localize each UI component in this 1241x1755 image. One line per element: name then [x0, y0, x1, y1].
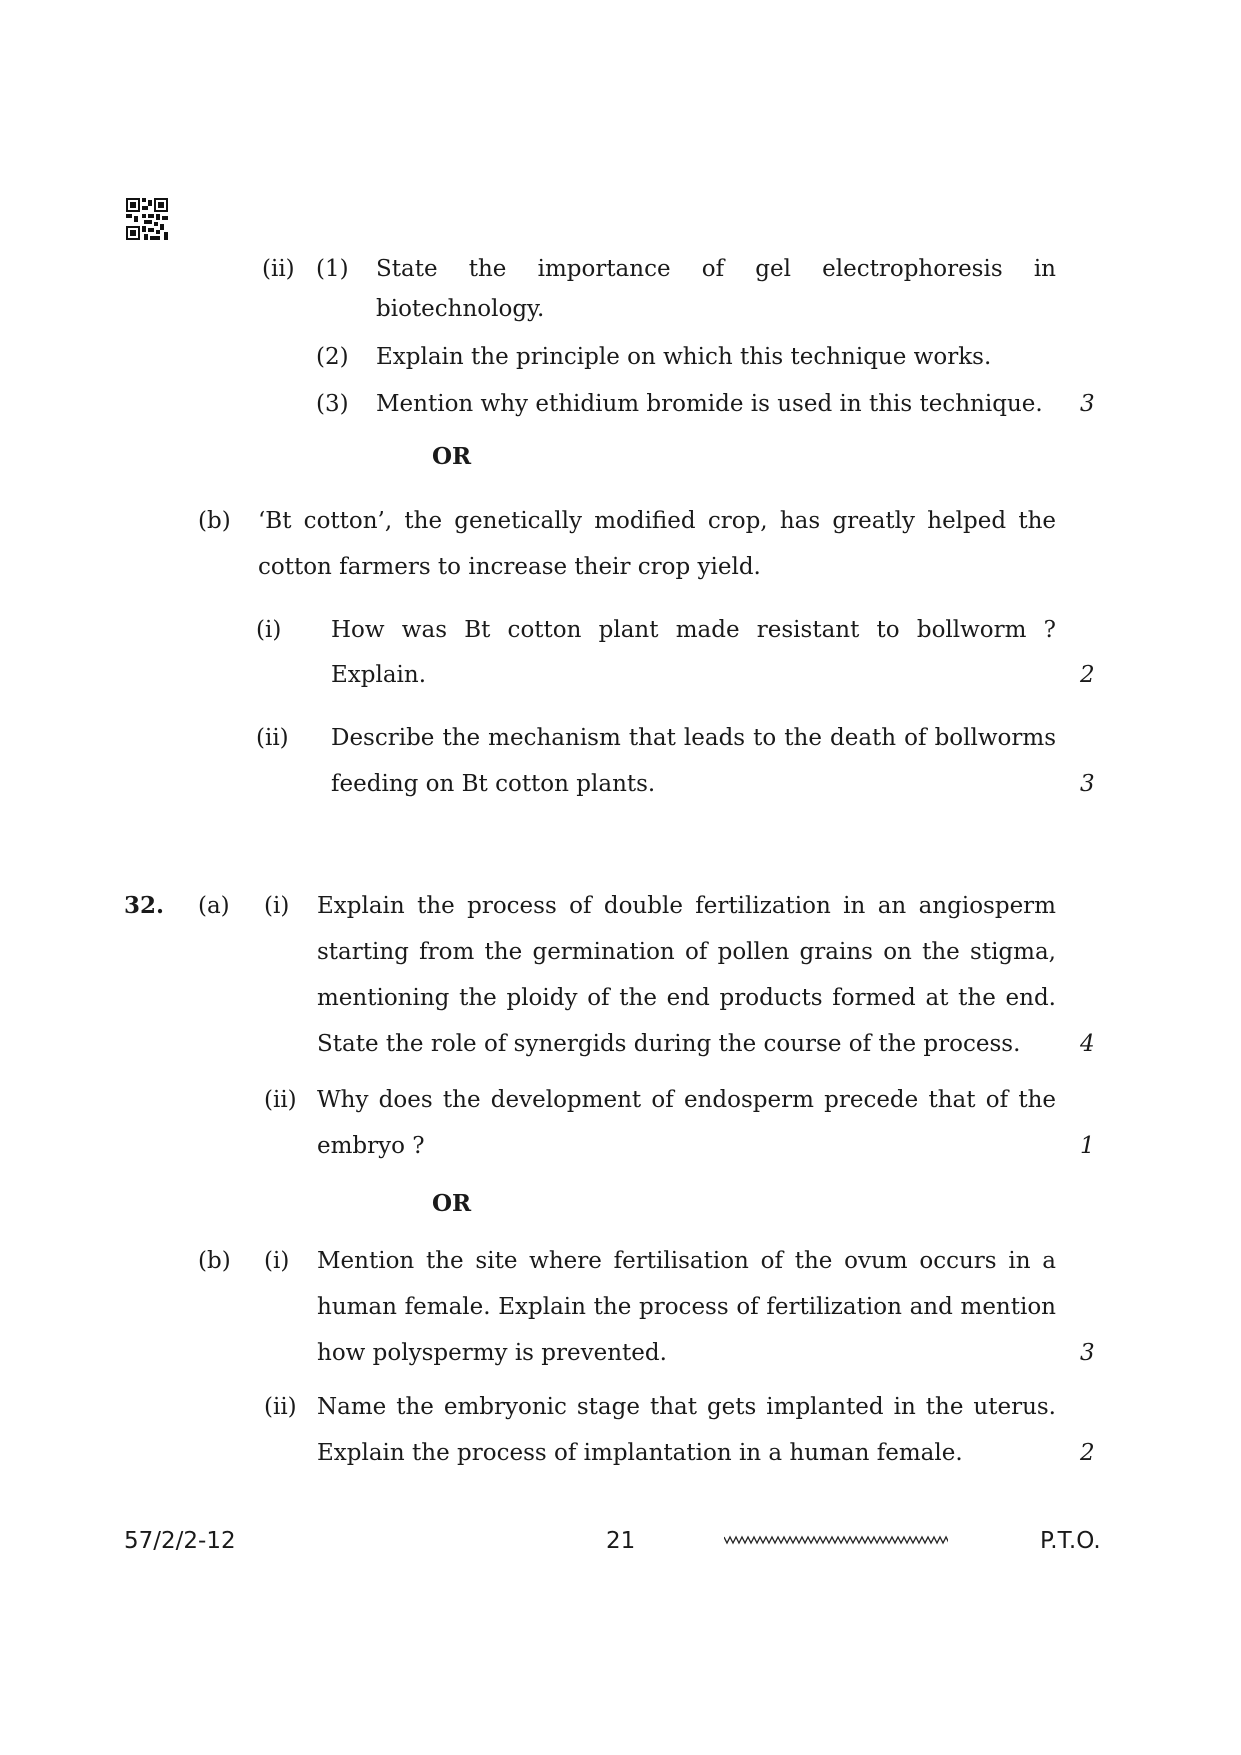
part-ii-line-1: Why does the development of endosperm precede that of the: [317, 1087, 1056, 1113]
part-ii-line-2: Explain the process of implantation in a human female.: [317, 1440, 963, 1466]
part-i-line-2: Explain.: [331, 662, 427, 688]
part-label-i: (i): [264, 1248, 290, 1274]
part-i-line-4: State the role of synergids during the course of the process.: [317, 1031, 1021, 1057]
part-ii-line-2: embryo ?: [317, 1133, 425, 1159]
marks: 3: [1080, 391, 1095, 417]
marks: 2: [1080, 662, 1095, 688]
item-3-text: Mention why ethidium bromide is used in this technique.: [376, 391, 1043, 417]
question-text-line-1: ‘Bt cotton’, the genetically modified crop, has greatly helped the: [258, 508, 1056, 534]
part-ii-line-2: feeding on Bt cotton plants.: [331, 771, 656, 797]
part-ii-line-1: Describe the mechanism that leads to the death of bollworms: [331, 725, 1056, 751]
marks: 4: [1080, 1031, 1095, 1057]
part-i-line-2: human female. Explain the process of fertilization and mention: [317, 1294, 1056, 1320]
part-i-line-1: How was Bt cotton plant made resistant to bollworm ?: [331, 617, 1056, 643]
part-i-line-1: Explain the process of double fertilization in an angiosperm: [317, 893, 1056, 919]
part-label-ii: (ii): [256, 725, 289, 751]
pto-label: P.T.O.: [1040, 1528, 1101, 1554]
marks: 2: [1080, 1440, 1095, 1466]
item-1-line-2: biotechnology.: [376, 296, 545, 322]
part-label-i: (i): [256, 617, 282, 643]
item-label-2: (2): [316, 344, 349, 370]
part-i-line-3: mentioning the ploidy of the end products formed at the end.: [317, 985, 1056, 1011]
wavy-line-decoration: [724, 1533, 948, 1547]
or-separator: OR: [432, 1190, 472, 1217]
marks: 3: [1080, 1340, 1095, 1366]
question-number: 32.: [124, 892, 165, 919]
item-1-line-1: State the importance of gel electrophoresis in: [376, 256, 1056, 282]
qr-code-icon: [126, 198, 168, 240]
part-label-ii: (ii): [264, 1087, 297, 1113]
paper-code: 57/2/2-12: [124, 1528, 236, 1554]
part-label-ii: (ii): [264, 1394, 297, 1420]
marks: 1: [1080, 1133, 1095, 1159]
option-label-b: (b): [198, 1248, 231, 1274]
part-label-i: (i): [264, 893, 290, 919]
part-ii-line-1: Name the embryonic stage that gets implanted in the uterus.: [317, 1394, 1056, 1420]
option-label-a: (a): [198, 893, 230, 919]
part-i-line-3: how polyspermy is prevented.: [317, 1340, 667, 1366]
item-2-text: Explain the principle on which this technique works.: [376, 344, 992, 370]
or-separator: OR: [432, 443, 472, 470]
page-number: 21: [606, 1528, 636, 1554]
question-text-line-2: cotton farmers to increase their crop yield.: [258, 554, 761, 580]
option-label-b: (b): [198, 508, 231, 534]
part-i-line-1: Mention the site where fertilisation of the ovum occurs in a: [317, 1248, 1056, 1274]
item-label-3: (3): [316, 391, 349, 417]
part-i-line-2: starting from the germination of pollen grains on the stigma,: [317, 939, 1056, 965]
item-label-1: (1): [316, 256, 349, 282]
marks: 3: [1080, 771, 1095, 797]
part-label-ii: (ii): [262, 256, 295, 282]
